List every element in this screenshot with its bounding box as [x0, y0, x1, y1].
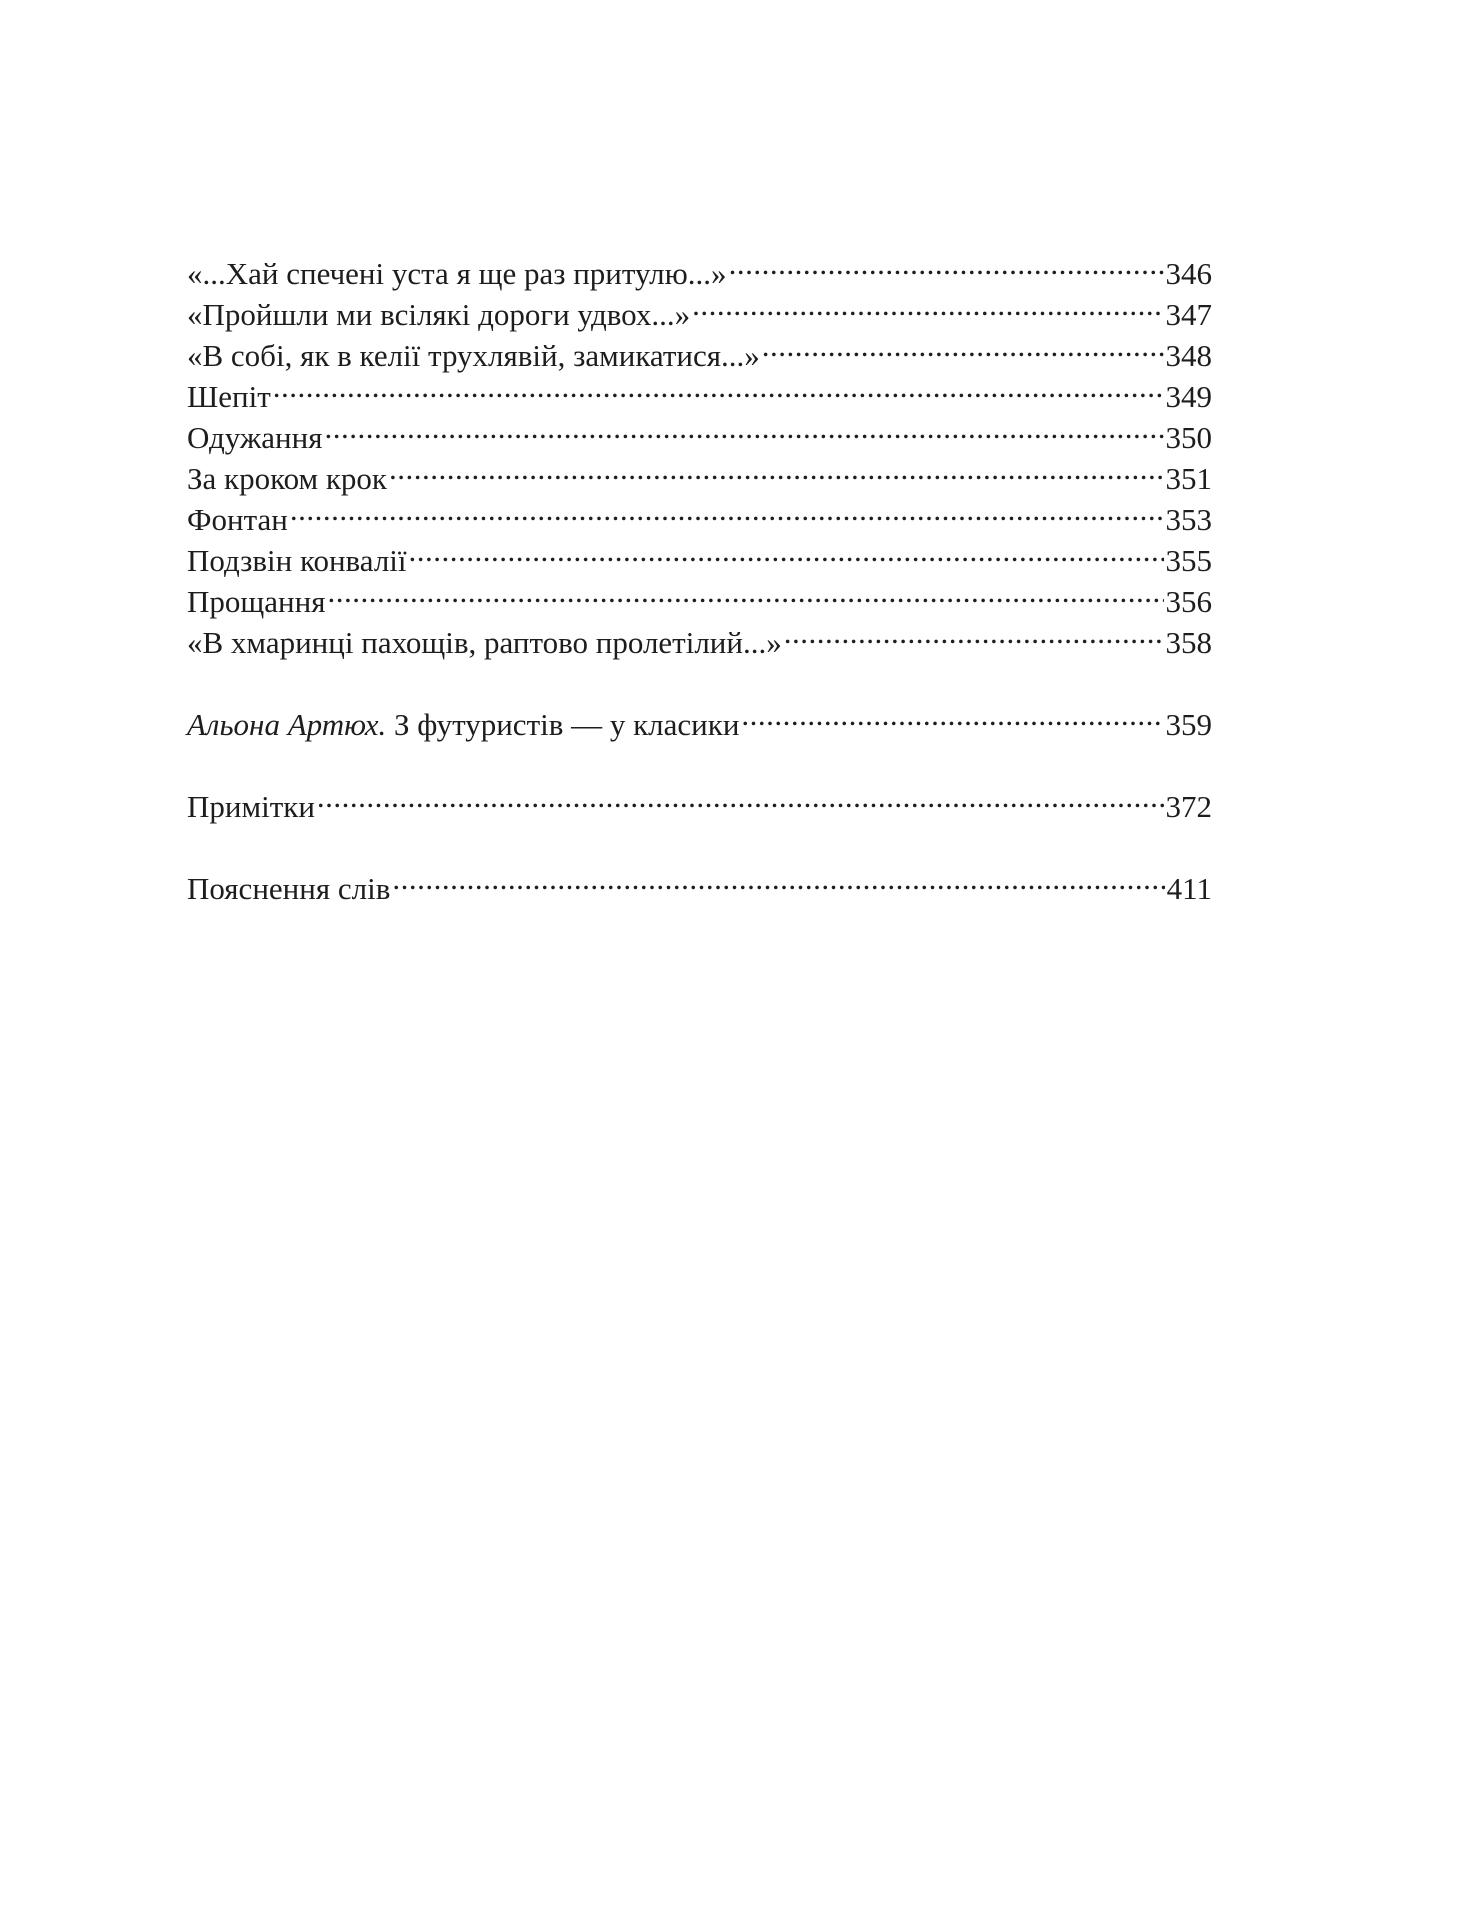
afterword-title: З футуристів — у класики — [393, 707, 740, 742]
toc-entry[interactable] — [187, 571, 1212, 619]
afterword-author: Альона Артюх. — [187, 707, 387, 742]
dot-leader — [409, 530, 1164, 571]
dot-leader — [784, 612, 1164, 653]
dot-leader — [317, 776, 1164, 817]
toc-entry-page: 356 — [1165, 584, 1212, 619]
toc-entry-title: «В хмаринці пахощів, раптово пролетілий...» — [187, 625, 782, 660]
dot-leader — [324, 407, 1163, 448]
toc-entry-title: Шепіт — [187, 379, 271, 414]
toc-entry-page: 348 — [1165, 338, 1212, 373]
toc-entry[interactable] — [187, 407, 1212, 455]
dot-leader — [729, 243, 1164, 284]
toc-entry-page: 353 — [1165, 502, 1212, 537]
toc-entry-page: 349 — [1165, 379, 1212, 414]
toc-entry-afterword[interactable] — [187, 694, 1212, 742]
toc-entry-title: Прощання — [187, 584, 326, 619]
toc-entry[interactable] — [187, 243, 1212, 291]
toc-entry-glossary[interactable] — [187, 858, 1212, 906]
dot-leader — [290, 489, 1164, 530]
toc-entry-title: Пояснення слів — [187, 871, 391, 906]
toc-entry-page: 350 — [1165, 420, 1212, 455]
toc-entry-title: Фонтан — [187, 502, 288, 537]
dot-leader — [392, 858, 1164, 899]
toc-entry[interactable] — [187, 366, 1212, 414]
toc-entry-page: 358 — [1165, 625, 1212, 660]
dot-leader — [273, 366, 1164, 407]
dot-leader — [741, 694, 1163, 735]
toc-entry-title: За кроком крок — [187, 461, 387, 496]
toc-entry-title — [187, 704, 739, 745]
toc-entry[interactable] — [187, 448, 1212, 496]
dot-leader — [389, 448, 1164, 489]
toc-entry-title: «...Хай спечені уста я ще раз притулю...» — [187, 256, 727, 291]
toc-entry-page: 359 — [1165, 707, 1212, 742]
toc-entry-page: 411 — [1166, 871, 1212, 906]
toc-entry-title: Одужання — [187, 420, 323, 455]
toc-entry-title: «В собі, як в келії трухлявій, замикатися...» — [187, 338, 760, 373]
toc-entry-page: 347 — [1165, 297, 1212, 332]
dot-leader — [762, 325, 1164, 366]
toc-entry-page: 372 — [1165, 789, 1212, 824]
toc-entry-title: Примітки — [187, 789, 315, 824]
toc-entry-page: 355 — [1165, 543, 1212, 578]
dot-leader — [327, 571, 1163, 612]
toc-entry-title: Подзвін конвалії — [187, 543, 407, 578]
table-of-contents — [187, 243, 1212, 906]
dot-leader — [692, 284, 1163, 325]
toc-entry[interactable] — [187, 612, 1212, 660]
toc-entry[interactable] — [187, 530, 1212, 578]
toc-entry-page: 351 — [1165, 461, 1212, 496]
toc-entry-page: 346 — [1165, 256, 1212, 291]
toc-entry-title: «Пройшли ми всілякі дороги удвох...» — [187, 297, 691, 332]
toc-entry-notes[interactable] — [187, 776, 1212, 824]
toc-entry[interactable] — [187, 489, 1212, 537]
